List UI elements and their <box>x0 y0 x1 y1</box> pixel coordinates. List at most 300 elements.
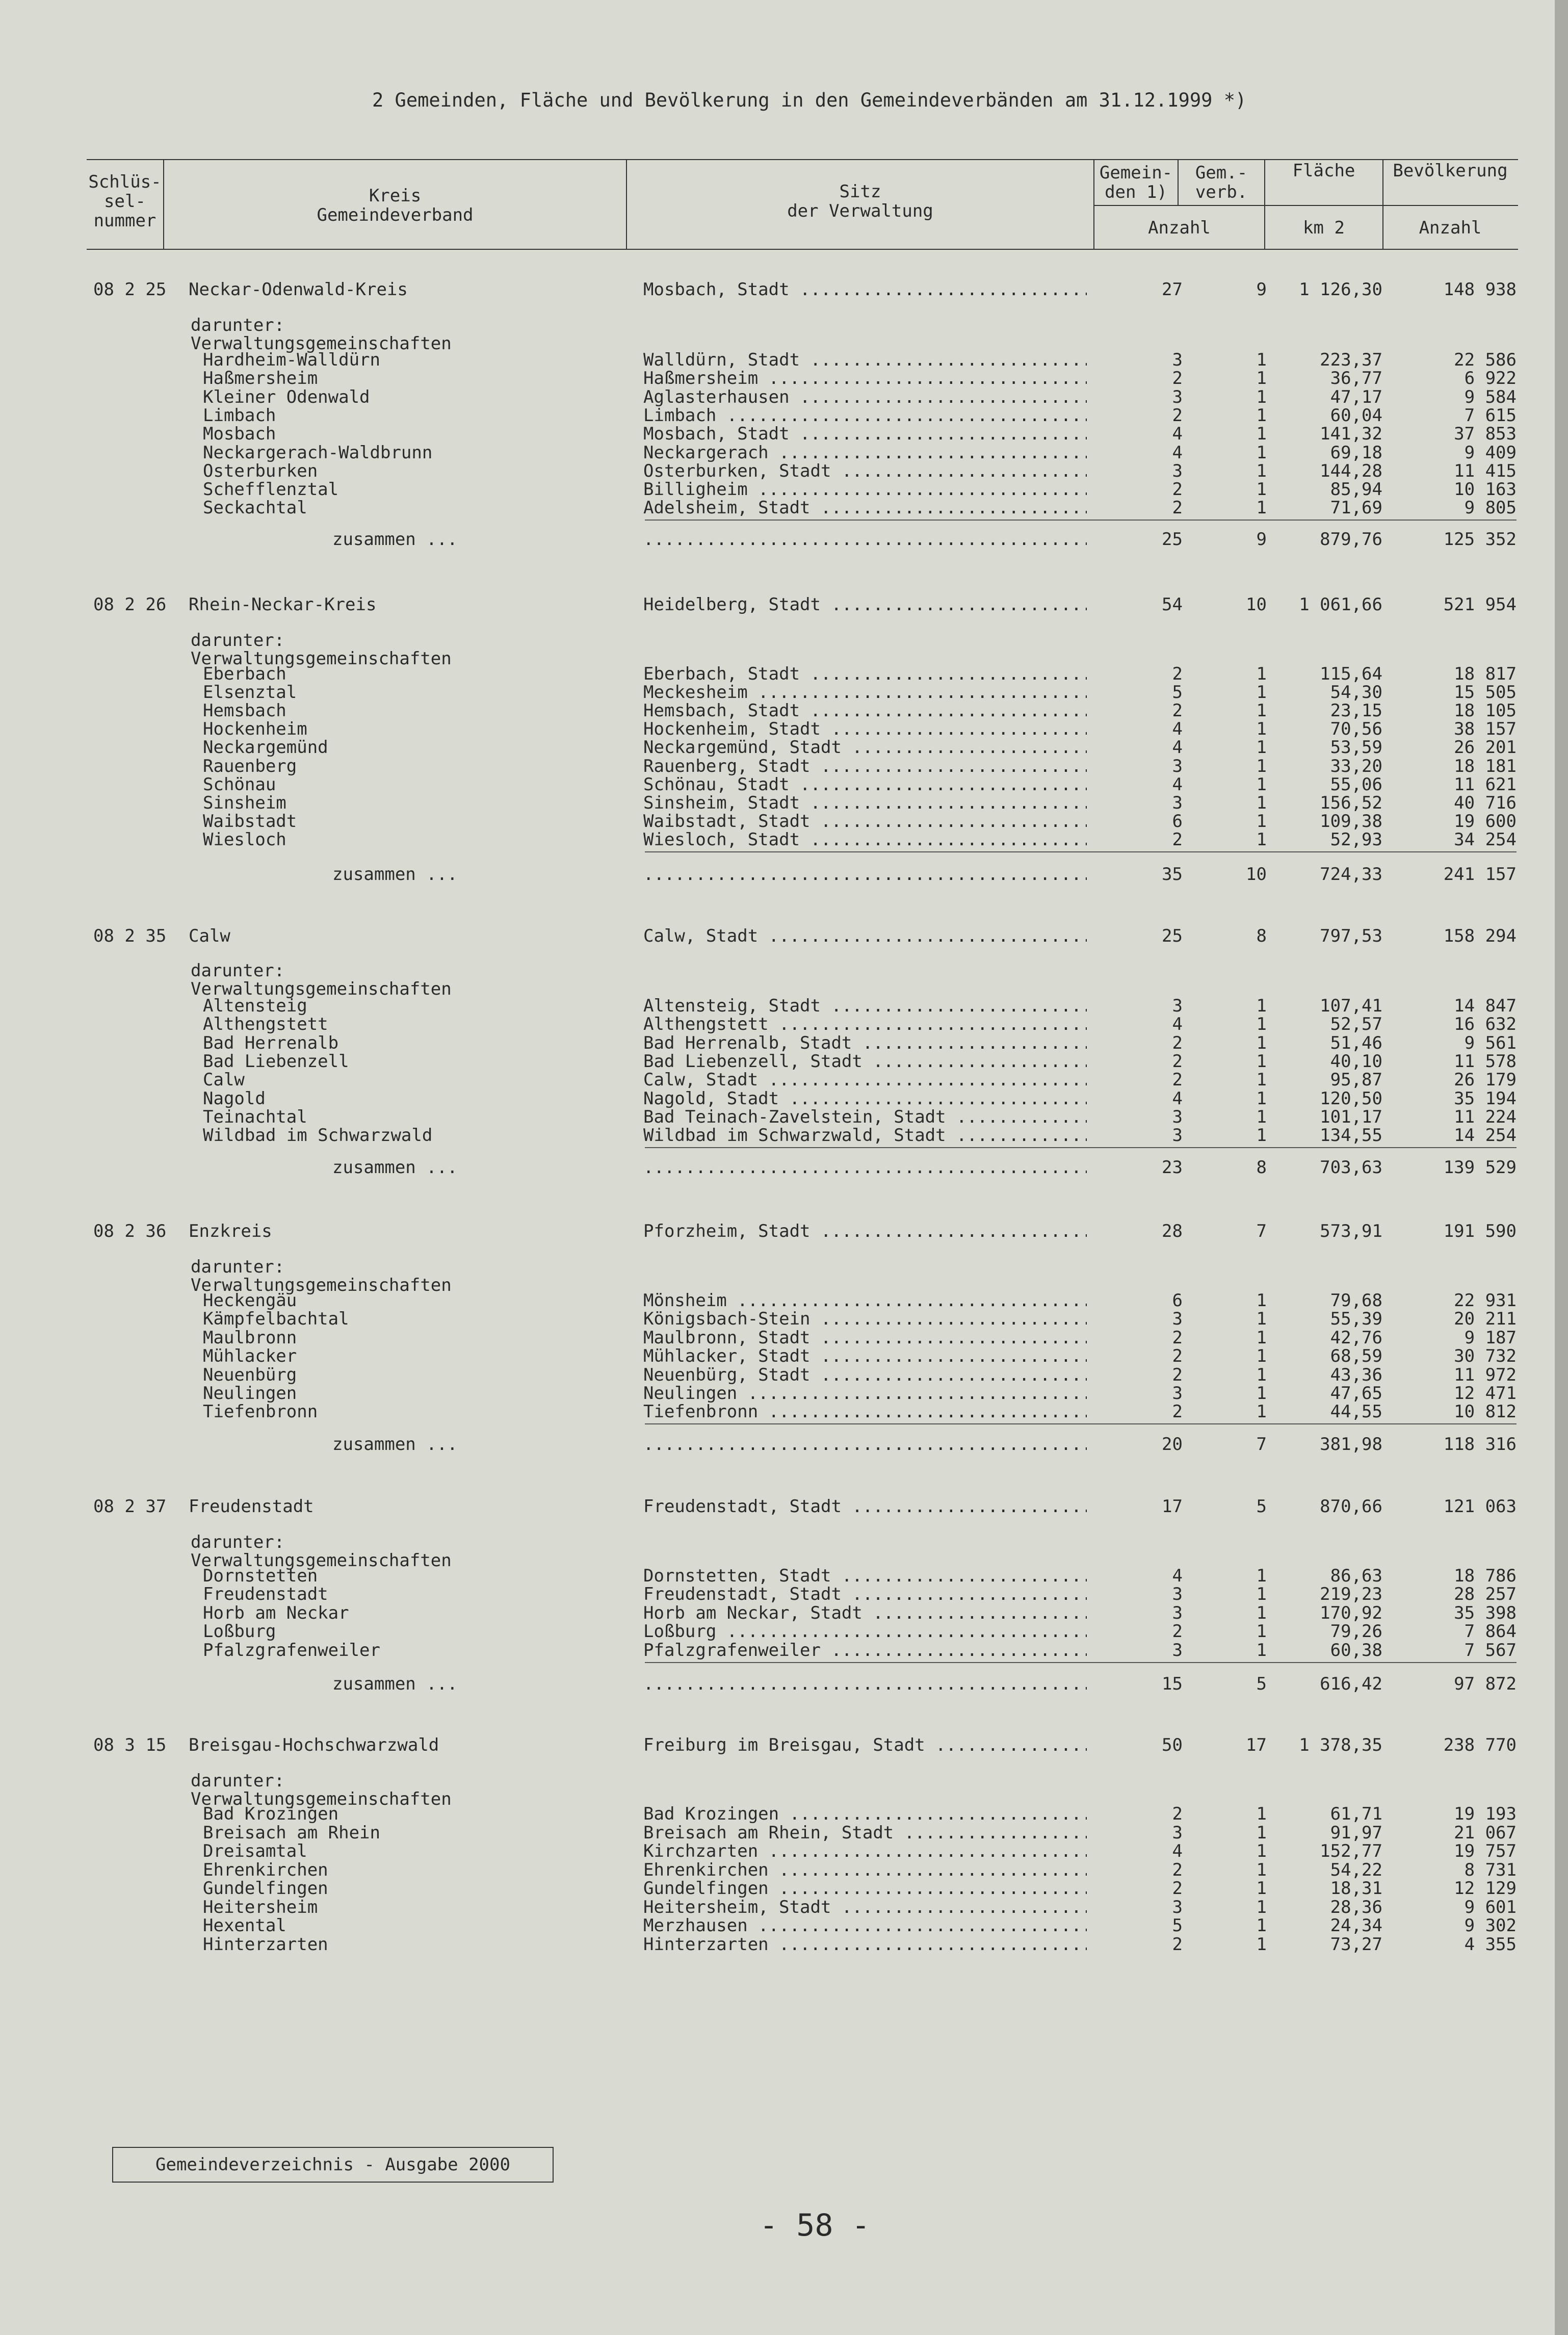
area-km2: 115,64 <box>1320 664 1382 684</box>
count-gemverb: 1 <box>1256 1915 1267 1936</box>
area-km2: 61,71 <box>1330 1804 1382 1824</box>
count-gemverb: 1 <box>1256 1878 1267 1899</box>
count-gemeinden: 3 <box>1172 1383 1183 1404</box>
label-text: Verwaltungsgemeinschaften <box>191 1789 452 1809</box>
table-row <box>0 720 1568 739</box>
sitz-cell: Althengstett ..... <box>643 1015 1087 1034</box>
population: 121 063 <box>1443 1496 1517 1517</box>
count-gemeinden: 17 <box>1162 1496 1183 1517</box>
label-text: darunter: <box>191 1771 285 1791</box>
sitz-cell: Gundelfingen ..... <box>643 1879 1087 1898</box>
count-gemverb: 1 <box>1256 350 1267 370</box>
count-gemverb: 10 <box>1246 594 1267 615</box>
name-cell: Hexental <box>203 1915 286 1936</box>
area-km2: 120,50 <box>1320 1088 1382 1109</box>
sitz-cell: Aglasterhausen ..... <box>643 388 1087 407</box>
sitz-cell: Mosbach, Stadt ..... <box>643 280 1087 299</box>
name-cell: Bad Herrenalb <box>203 1033 339 1053</box>
total-row <box>0 530 1568 549</box>
area-km2: 60,04 <box>1330 405 1382 426</box>
name-cell: Hinterzarten <box>203 1934 328 1955</box>
table-row <box>0 1108 1568 1127</box>
name-cell: Schönau <box>203 774 276 795</box>
count-gemverb: 1 <box>1256 461 1267 481</box>
page-title: 2 Gemeinden, Fläche und Bevölkerung in den Gemeindeverbänden am 31.12.1999 *) <box>372 89 1247 111</box>
name-cell: Ehrenkirchen <box>203 1860 328 1880</box>
count-gemeinden: 6 <box>1172 1290 1183 1311</box>
count-gemeinden: 3 <box>1172 793 1183 813</box>
population: 10 812 <box>1454 1402 1517 1422</box>
count-gemverb: 1 <box>1256 1346 1267 1366</box>
name-cell: Nagold <box>203 1088 266 1109</box>
count-gemverb: 1 <box>1256 1603 1267 1623</box>
population: 22 931 <box>1454 1290 1517 1311</box>
name-cell: Bad Krozingen <box>203 1804 339 1824</box>
sitz-cell: Nagold, Stadt ..... <box>643 1089 1087 1108</box>
population: 14 847 <box>1454 996 1517 1016</box>
dot-leader <box>643 1435 1087 1454</box>
label-text: Verwaltungsgemeinschaften <box>191 1550 452 1571</box>
sitz-cell: Altensteig, Stadt ..... <box>643 997 1087 1016</box>
count-gemeinden: 28 <box>1162 1221 1183 1241</box>
sitz-cell: Mönsheim ..... <box>643 1291 1087 1310</box>
area-km2: 109,38 <box>1320 811 1382 832</box>
label-text: darunter: <box>191 1257 285 1277</box>
table-row <box>0 665 1568 684</box>
total-label: zusammen ... <box>332 529 458 550</box>
table-row <box>0 1641 1568 1660</box>
name-cell: Neckargemünd <box>203 737 328 758</box>
count-gemverb: 1 <box>1256 756 1267 776</box>
sitz-cell: Bad Teinach-Zavelstein, Stadt ..... <box>643 1108 1087 1127</box>
count-gemeinden: 2 <box>1172 1365 1183 1385</box>
table-row <box>0 1879 1568 1898</box>
area-km2: 381,98 <box>1320 1434 1382 1455</box>
darunter-label <box>0 962 1568 980</box>
sitz-cell: Dornstetten, Stadt ..... <box>643 1567 1087 1586</box>
table-row <box>0 831 1568 849</box>
count-gemverb: 5 <box>1256 1674 1267 1694</box>
table-row <box>0 1052 1568 1071</box>
count-gemeinden: 6 <box>1172 811 1183 832</box>
count-gemeinden: 27 <box>1162 279 1183 300</box>
count-gemverb: 7 <box>1256 1434 1267 1455</box>
area-km2: 44,55 <box>1330 1402 1382 1422</box>
table-row <box>0 1366 1568 1385</box>
count-gemeinden: 3 <box>1172 1125 1183 1146</box>
name-cell: Mühlacker <box>203 1346 297 1366</box>
count-gemverb: 17 <box>1246 1735 1267 1755</box>
area-km2: 36,77 <box>1330 368 1382 388</box>
count-gemeinden: 4 <box>1172 1841 1183 1861</box>
table-row <box>0 351 1568 370</box>
population: 9 187 <box>1464 1328 1517 1348</box>
table-row <box>0 1842 1568 1861</box>
count-gemverb: 10 <box>1246 864 1267 885</box>
population: 11 224 <box>1454 1107 1517 1127</box>
table-row <box>0 462 1568 481</box>
table-row <box>0 1329 1568 1347</box>
count-gemverb: 1 <box>1256 1897 1267 1917</box>
count-gemverb: 1 <box>1256 1934 1267 1955</box>
table-row <box>0 1347 1568 1366</box>
kreis-key: 08 2 36 <box>93 1221 167 1241</box>
kreis-row <box>0 280 1568 299</box>
name-cell: Haßmersheim <box>203 368 318 388</box>
sitz-cell: Rauenberg, Stadt ..... <box>643 757 1087 776</box>
population: 20 211 <box>1454 1309 1517 1329</box>
count-gemeinden: 3 <box>1172 387 1183 407</box>
count-gemeinden: 4 <box>1172 1014 1183 1034</box>
count-gemverb: 1 <box>1256 1309 1267 1329</box>
area-km2: 101,17 <box>1320 1107 1382 1127</box>
name-cell: Altensteig <box>203 996 307 1016</box>
sitz-cell: Neckargerach ..... <box>643 444 1087 462</box>
count-gemeinden: 2 <box>1172 1878 1183 1899</box>
count-gemverb: 1 <box>1256 1070 1267 1090</box>
count-gemeinden: 2 <box>1172 1402 1183 1422</box>
label-text: Verwaltungsgemeinschaften <box>191 333 452 354</box>
sitz-cell: Pforzheim, Stadt ..... <box>643 1222 1087 1241</box>
table-row <box>0 444 1568 462</box>
name-cell: Mosbach <box>203 424 276 444</box>
count-gemverb: 1 <box>1256 1621 1267 1642</box>
name-cell: Calw <box>189 926 230 946</box>
table-row <box>0 997 1568 1016</box>
sitz-cell: Königsbach-Stein ..... <box>643 1310 1087 1329</box>
dot-leader <box>643 1675 1087 1694</box>
population: 30 732 <box>1454 1346 1517 1366</box>
count-gemeinden: 3 <box>1172 1107 1183 1127</box>
area-km2: 152,77 <box>1320 1841 1382 1861</box>
count-gemeinden: 2 <box>1172 368 1183 388</box>
population: 11 415 <box>1454 461 1517 481</box>
area-km2: 1 378,35 <box>1299 1735 1382 1755</box>
count-gemverb: 1 <box>1256 387 1267 407</box>
count-gemeinden: 2 <box>1172 498 1183 518</box>
count-gemverb: 1 <box>1256 1823 1267 1843</box>
population: 18 105 <box>1454 700 1517 721</box>
population: 18 786 <box>1454 1566 1517 1586</box>
total-row <box>0 1435 1568 1454</box>
header-rule-top <box>87 159 1518 160</box>
name-cell: Osterburken <box>203 461 318 481</box>
table-row <box>0 812 1568 831</box>
name-cell: Teinachtal <box>203 1107 307 1127</box>
population: 238 770 <box>1443 1735 1517 1755</box>
sitz-cell: Meckesheim ..... <box>643 683 1087 702</box>
label-text: Verwaltungsgemeinschaften <box>191 648 452 669</box>
section-rule <box>645 1147 1517 1148</box>
kreis-key: 08 2 35 <box>93 926 167 946</box>
count-gemeinden: 2 <box>1172 1860 1183 1880</box>
kreis-key: 08 2 25 <box>93 279 167 300</box>
count-gemverb: 1 <box>1256 1584 1267 1604</box>
area-km2: 28,36 <box>1330 1897 1382 1917</box>
sitz-cell: Neulingen ..... <box>643 1384 1087 1403</box>
population: 40 716 <box>1454 793 1517 813</box>
count-gemeinden: 4 <box>1172 424 1183 444</box>
area-km2: 47,65 <box>1330 1383 1382 1404</box>
population: 18 181 <box>1454 756 1517 776</box>
population: 26 201 <box>1454 737 1517 758</box>
kreis-key: 08 3 15 <box>93 1735 167 1755</box>
name-cell: Enzkreis <box>189 1221 272 1241</box>
sitz-cell: Tiefenbronn ..... <box>643 1403 1087 1421</box>
population: 10 163 <box>1454 479 1517 500</box>
header-key: Schlüs- sel- nummer <box>88 172 162 231</box>
count-gemverb: 8 <box>1256 1157 1267 1178</box>
header-sitz: Sitz der Verwaltung <box>787 181 933 221</box>
name-cell: Heckengäu <box>203 1290 297 1311</box>
table-row <box>0 1805 1568 1824</box>
darunter-label <box>0 631 1568 650</box>
population: 35 194 <box>1454 1088 1517 1109</box>
count-gemeinden: 3 <box>1172 996 1183 1016</box>
area-km2: 47,17 <box>1330 387 1382 407</box>
sitz-cell: Hemsbach, Stadt ..... <box>643 702 1087 720</box>
count-gemeinden: 4 <box>1172 1088 1183 1109</box>
name-cell: Breisgau-Hochschwarzwald <box>189 1735 439 1755</box>
count-gemverb: 9 <box>1256 279 1267 300</box>
sitz-cell: Billigheim ..... <box>643 480 1087 499</box>
population: 118 316 <box>1443 1434 1517 1455</box>
population: 12 471 <box>1454 1383 1517 1404</box>
total-label: zusammen ... <box>332 1157 458 1178</box>
population: 12 129 <box>1454 1878 1517 1899</box>
table-row <box>0 369 1568 388</box>
count-gemverb: 1 <box>1256 1033 1267 1053</box>
count-gemverb: 1 <box>1256 737 1267 758</box>
population: 37 853 <box>1454 424 1517 444</box>
count-gemeinden: 2 <box>1172 1346 1183 1366</box>
table-row <box>0 1861 1568 1880</box>
section-rule <box>645 1423 1517 1424</box>
label-text: darunter: <box>191 315 285 335</box>
population: 148 938 <box>1443 279 1517 300</box>
header-kreis: Kreis Gemeindeverband <box>317 186 474 225</box>
dot-leader <box>643 865 1087 884</box>
label-text: darunter: <box>191 1532 285 1552</box>
population: 9 584 <box>1464 387 1517 407</box>
area-km2: 879,76 <box>1320 529 1382 550</box>
area-km2: 107,41 <box>1320 996 1382 1016</box>
area-km2: 60,38 <box>1330 1640 1382 1661</box>
area-km2: 703,63 <box>1320 1157 1382 1178</box>
population: 521 954 <box>1443 594 1517 615</box>
name-cell: Heitersheim <box>203 1897 318 1917</box>
area-km2: 170,92 <box>1320 1603 1382 1623</box>
area-km2: 144,28 <box>1320 461 1382 481</box>
count-gemeinden: 4 <box>1172 774 1183 795</box>
name-cell: Rauenberg <box>203 756 297 776</box>
sitz-cell: Merzhausen ..... <box>643 1916 1087 1935</box>
name-cell: Breisach am Rhein <box>203 1823 380 1843</box>
area-km2: 42,76 <box>1330 1328 1382 1348</box>
section-rule <box>645 851 1517 852</box>
table-row <box>0 406 1568 425</box>
count-gemverb: 5 <box>1256 1496 1267 1517</box>
sitz-cell: Kirchzarten ..... <box>643 1842 1087 1861</box>
area-km2: 73,27 <box>1330 1934 1382 1955</box>
population: 241 157 <box>1443 864 1517 885</box>
count-gemeinden: 15 <box>1162 1674 1183 1694</box>
area-km2: 54,30 <box>1330 682 1382 703</box>
count-gemeinden: 5 <box>1172 1915 1183 1936</box>
sitz-cell: Mosbach, Stadt ..... <box>643 425 1087 444</box>
count-gemeinden: 2 <box>1172 1621 1183 1642</box>
count-gemeinden: 23 <box>1162 1157 1183 1178</box>
name-cell: Freudenstadt <box>203 1584 328 1604</box>
label-text: darunter: <box>191 630 285 651</box>
dot-leader <box>643 530 1087 549</box>
count-gemeinden: 2 <box>1172 829 1183 850</box>
count-gemeinden: 25 <box>1162 529 1183 550</box>
table-row <box>0 1291 1568 1310</box>
sitz-cell: Heidelberg, Stadt ..... <box>643 595 1087 614</box>
count-gemverb: 1 <box>1256 368 1267 388</box>
sitz-cell: Waibstadt, Stadt ..... <box>643 812 1087 831</box>
count-gemeinden: 54 <box>1162 594 1183 615</box>
area-km2: 18,31 <box>1330 1878 1382 1899</box>
area-km2: 573,91 <box>1320 1221 1382 1241</box>
name-cell: Hockenheim <box>203 719 307 739</box>
header-gemverb: Gem.- verb. <box>1195 163 1248 202</box>
sitz-cell: Wiesloch, Stadt ..... <box>643 831 1087 849</box>
count-gemeinden: 25 <box>1162 926 1183 946</box>
area-km2: 134,55 <box>1320 1125 1382 1146</box>
kreis-key: 08 2 37 <box>93 1496 167 1517</box>
count-gemverb: 1 <box>1256 479 1267 500</box>
count-gemeinden: 3 <box>1172 461 1183 481</box>
count-gemeinden: 3 <box>1172 1584 1183 1604</box>
count-gemeinden: 35 <box>1162 864 1183 885</box>
table-row <box>0 1916 1568 1935</box>
table-row <box>0 499 1568 517</box>
population: 7 567 <box>1464 1640 1517 1661</box>
count-gemeinden: 2 <box>1172 479 1183 500</box>
count-gemverb: 1 <box>1256 1860 1267 1880</box>
area-km2: 79,68 <box>1330 1290 1382 1311</box>
area-km2: 79,26 <box>1330 1621 1382 1642</box>
population: 9 561 <box>1464 1033 1517 1053</box>
count-gemverb: 1 <box>1256 1841 1267 1861</box>
name-cell: Neulingen <box>203 1383 297 1404</box>
name-cell: Pfalzgrafenweiler <box>203 1640 380 1661</box>
population: 14 254 <box>1454 1125 1517 1146</box>
kreis-row <box>0 1222 1568 1241</box>
sitz-cell: Breisach am Rhein, Stadt ..... <box>643 1824 1087 1843</box>
name-cell: Sinsheim <box>203 793 286 813</box>
population: 16 632 <box>1454 1014 1517 1034</box>
sitz-cell: Bad Liebenzell, Stadt ..... <box>643 1052 1087 1071</box>
count-gemverb: 1 <box>1256 1328 1267 1348</box>
area-km2: 141,32 <box>1320 424 1382 444</box>
area-km2: 52,93 <box>1330 829 1382 850</box>
count-gemeinden: 2 <box>1172 405 1183 426</box>
footer-box: Gemeindeverzeichnis - Ausgabe 2000 <box>112 2147 554 2183</box>
count-gemeinden: 3 <box>1172 1603 1183 1623</box>
sitz-cell: Heitersheim, Stadt ..... <box>643 1898 1087 1917</box>
population: 19 757 <box>1454 1841 1517 1861</box>
table-row <box>0 1384 1568 1403</box>
table-row <box>0 388 1568 407</box>
population: 19 600 <box>1454 811 1517 832</box>
count-gemverb: 1 <box>1256 829 1267 850</box>
sitz-cell: Freudenstadt, Stadt ..... <box>643 1497 1087 1516</box>
area-km2: 91,97 <box>1330 1823 1382 1843</box>
sitz-cell: Mühlacker, Stadt ..... <box>643 1347 1087 1366</box>
count-gemverb: 1 <box>1256 811 1267 832</box>
sitz-cell: Osterburken, Stadt ..... <box>643 462 1087 481</box>
population: 7 864 <box>1464 1621 1517 1642</box>
count-gemeinden: 3 <box>1172 350 1183 370</box>
table-row <box>0 683 1568 702</box>
table-row <box>0 1034 1568 1053</box>
count-gemverb: 1 <box>1256 1383 1267 1404</box>
count-gemeinden: 3 <box>1172 1897 1183 1917</box>
darunter-label <box>0 1533 1568 1552</box>
count-gemverb: 1 <box>1256 1088 1267 1109</box>
total-row <box>0 865 1568 884</box>
table-row <box>0 1403 1568 1421</box>
count-gemverb: 1 <box>1256 1640 1267 1661</box>
count-gemverb: 1 <box>1256 498 1267 518</box>
table-row <box>0 738 1568 757</box>
sitz-cell: Sinsheim, Stadt ..... <box>643 794 1087 813</box>
count-gemeinden: 2 <box>1172 1033 1183 1053</box>
count-gemeinden: 5 <box>1172 682 1183 703</box>
population: 191 590 <box>1443 1221 1517 1241</box>
area-km2: 23,15 <box>1330 700 1382 721</box>
name-cell: Bad Liebenzell <box>203 1051 349 1072</box>
total-label: zusammen ... <box>332 1674 458 1694</box>
population: 11 972 <box>1454 1365 1517 1385</box>
count-gemverb: 1 <box>1256 682 1267 703</box>
count-gemverb: 1 <box>1256 443 1267 463</box>
sitz-cell: Horb am Neckar, Stadt ..... <box>643 1604 1087 1623</box>
population: 11 578 <box>1454 1051 1517 1072</box>
population: 9 302 <box>1464 1915 1517 1936</box>
name-cell: Waibstadt <box>203 811 297 832</box>
name-cell: Tiefenbronn <box>203 1402 318 1422</box>
count-gemeinden: 3 <box>1172 1823 1183 1843</box>
label-text: Verwaltungsgemeinschaften <box>191 979 452 999</box>
darunter-label <box>0 1772 1568 1791</box>
area-km2: 797,53 <box>1320 926 1382 946</box>
population: 28 257 <box>1454 1584 1517 1604</box>
area-km2: 1 126,30 <box>1299 279 1382 300</box>
table-row <box>0 1898 1568 1917</box>
population: 21 067 <box>1454 1823 1517 1843</box>
count-gemverb: 9 <box>1256 529 1267 550</box>
sitz-cell: Maulbronn, Stadt ..... <box>643 1329 1087 1347</box>
kreis-row <box>0 1736 1568 1755</box>
count-gemverb: 1 <box>1256 1014 1267 1034</box>
header-rule-units <box>1093 205 1518 206</box>
name-cell: Calw <box>203 1070 245 1090</box>
sitz-cell: Bad Krozingen ..... <box>643 1805 1087 1824</box>
count-gemeinden: 3 <box>1172 1309 1183 1329</box>
table-row <box>0 775 1568 794</box>
label-text: darunter: <box>191 961 285 981</box>
table-row <box>0 1310 1568 1329</box>
sitz-cell: Wildbad im Schwarzwald, Stadt ..... <box>643 1126 1087 1145</box>
population: 6 922 <box>1464 368 1517 388</box>
count-gemeinden: 2 <box>1172 664 1183 684</box>
table-row <box>0 1622 1568 1641</box>
table-row <box>0 1089 1568 1108</box>
